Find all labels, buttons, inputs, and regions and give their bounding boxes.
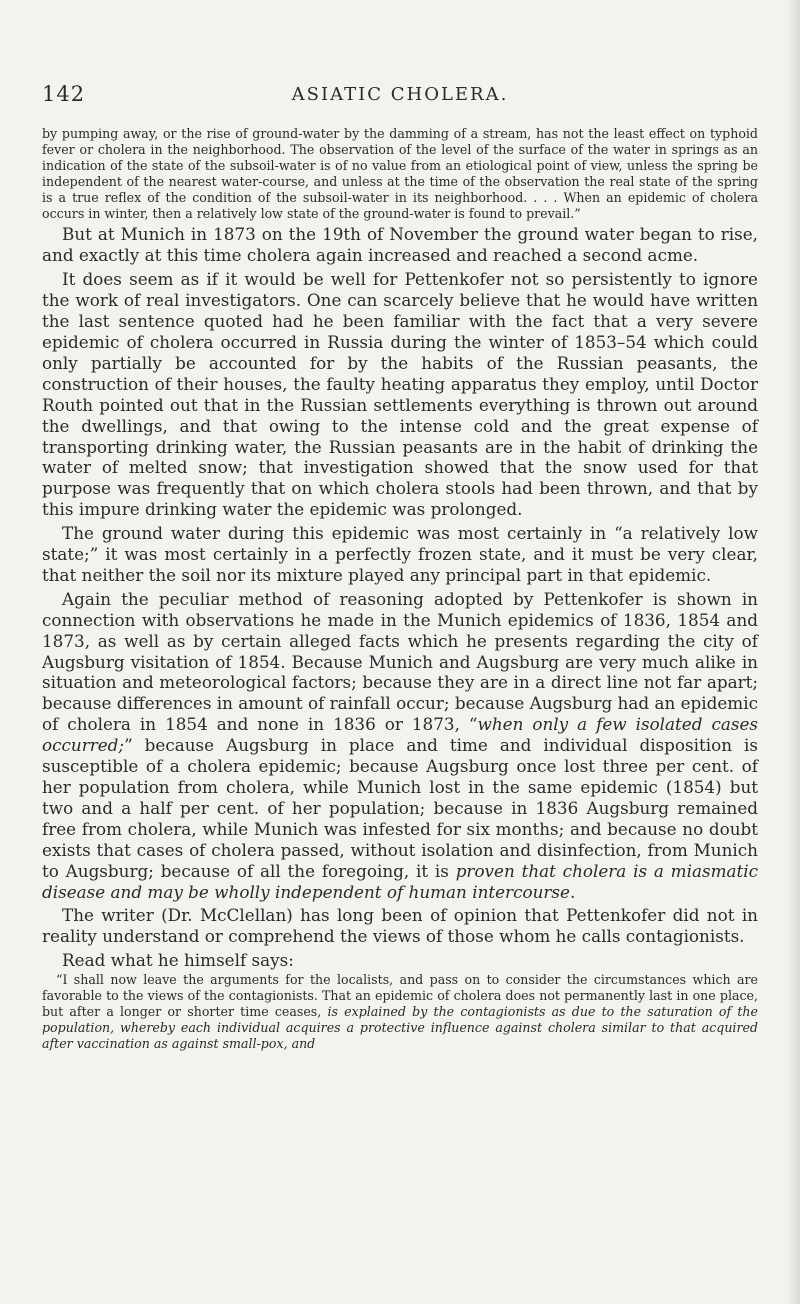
reasoning-italic-2: proven that cholera is a miasmatic disease and may be wholly independent of human intercourse. bbox=[42, 860, 758, 902]
page-number: 142 bbox=[42, 82, 86, 106]
reasoning-italic-1: when only a few isolated cases occurred; bbox=[42, 714, 758, 756]
reasoning-text-1: Again the peculiar method of reasoning adopted by Pettenkofer is shown in connection with observations he made in the Munich epidemics of 1836, 1854 and 1873, as well as by certain alleged facts which he presents regarding the city of Augsburg visitation of 1854. Because Munich and Augsburg are very much alike in situation and meteorological factors; because they are in a direct line not far apart; because differences in amount of rainfall occur; because Augsburg had an epidemic of cholera in 1854 and none in 1836 or 1873, “ bbox=[42, 588, 758, 735]
paragraph-writer-opinion: The writer (Dr. McClellan) has long been of opinion that Pettenkofer did not in reality understand or comprehend the views of those whom he calls contagionists. bbox=[42, 905, 758, 947]
closing-quote-italic: is explained by the contagionists as due to the saturation of the population, whereby each individual acquires a protective influence against cholera similar to that acquired after vaccination as against small-pox, and bbox=[42, 1003, 758, 1051]
paragraph-russia-epidemic: It does seem as if it would be well for Pettenkofer not so persistently to ignore the work of real investigators. One can scarcely believe that he would have written the last sentence quoted had he been familiar with the fact that a very severe epidemic of cholera occurred in Russia during the winter of 1853–54 which could only partially be accounted for by the habits of the Russian peasants, the construction of their houses, the faulty heating apparatus they employ, until Doctor Routh pointed out that in the Russian settlements everything is thrown out around the dwellings, and that owing to the intense cold and the great expense of transporting drinking water, the Russian peasants are in the habit of drinking the water of melted snow; that investigation showed that the snow used for that purpose was frequently that on which cholera stools had been thrown, and that by this impure drinking water the epidemic was prolonged. bbox=[42, 269, 758, 520]
paragraph-ground-water: The ground water during this epidemic was most certainly in “a relatively low state;” it was most certainly in a perfectly frozen state, and it must be very clear, that neither the soil nor its mixture played any principal part in that epidemic. bbox=[42, 523, 758, 585]
body-text bbox=[42, 126, 758, 1052]
paragraph-read-what: Read what he himself says: bbox=[62, 950, 294, 971]
closing-quote bbox=[42, 972, 758, 1052]
paragraph-pettenkofer-reasoning bbox=[42, 589, 758, 903]
paragraph-munich-1873: But at Munich in 1873 on the 19th of November the ground water began to rise, and exactly at this time cholera again increased and reached a second acme. bbox=[42, 224, 758, 266]
page-header bbox=[42, 82, 758, 110]
quote-continuation: by pumping away, or the rise of ground-water by the damming of a stream, has not the least effect on typhoid fever or cholera in the neighborhood. The observation of the level of the surface of the water in springs as an indication of the state of the subsoil-water is of no value from an etiological point of view, unless the spring be independent of the nearest water-course, and unless at the time of the observation the real state of the spring is a true reflex of the condition of the subsoil-water in its neighborhood. . . . When an epidemic of cholera occurs in winter, then a relatively low state of the ground-water is found to prevail.” bbox=[42, 126, 758, 221]
reasoning-text-2: ” because Augsburg in place and time and individual disposition is susceptible of a cholera epidemic; because Augsburg once lost three per cent. of her population from cholera, while Munich lost in the same epidemic (1854) but two and a half per cent. of her population; because in 1836 Augsburg remained free from cholera, while Munich was infested for six months; and because no doubt exists that cases of cholera passed, without isolation and disinfection, from Munich to Augsburg; because of all the foregoing, it is bbox=[42, 735, 758, 881]
page-edge-shadow bbox=[786, 0, 800, 1304]
running-title: ASIATIC CHOLERA. bbox=[291, 84, 509, 105]
closing-quote-text: “I shall now leave the arguments for the localists, and pass on to consider the circumstances which are favorable to the views of the contagionists. That an epidemic of cholera does not permanently last in one place, but after a longer or shorter time ceases, bbox=[42, 972, 758, 1019]
